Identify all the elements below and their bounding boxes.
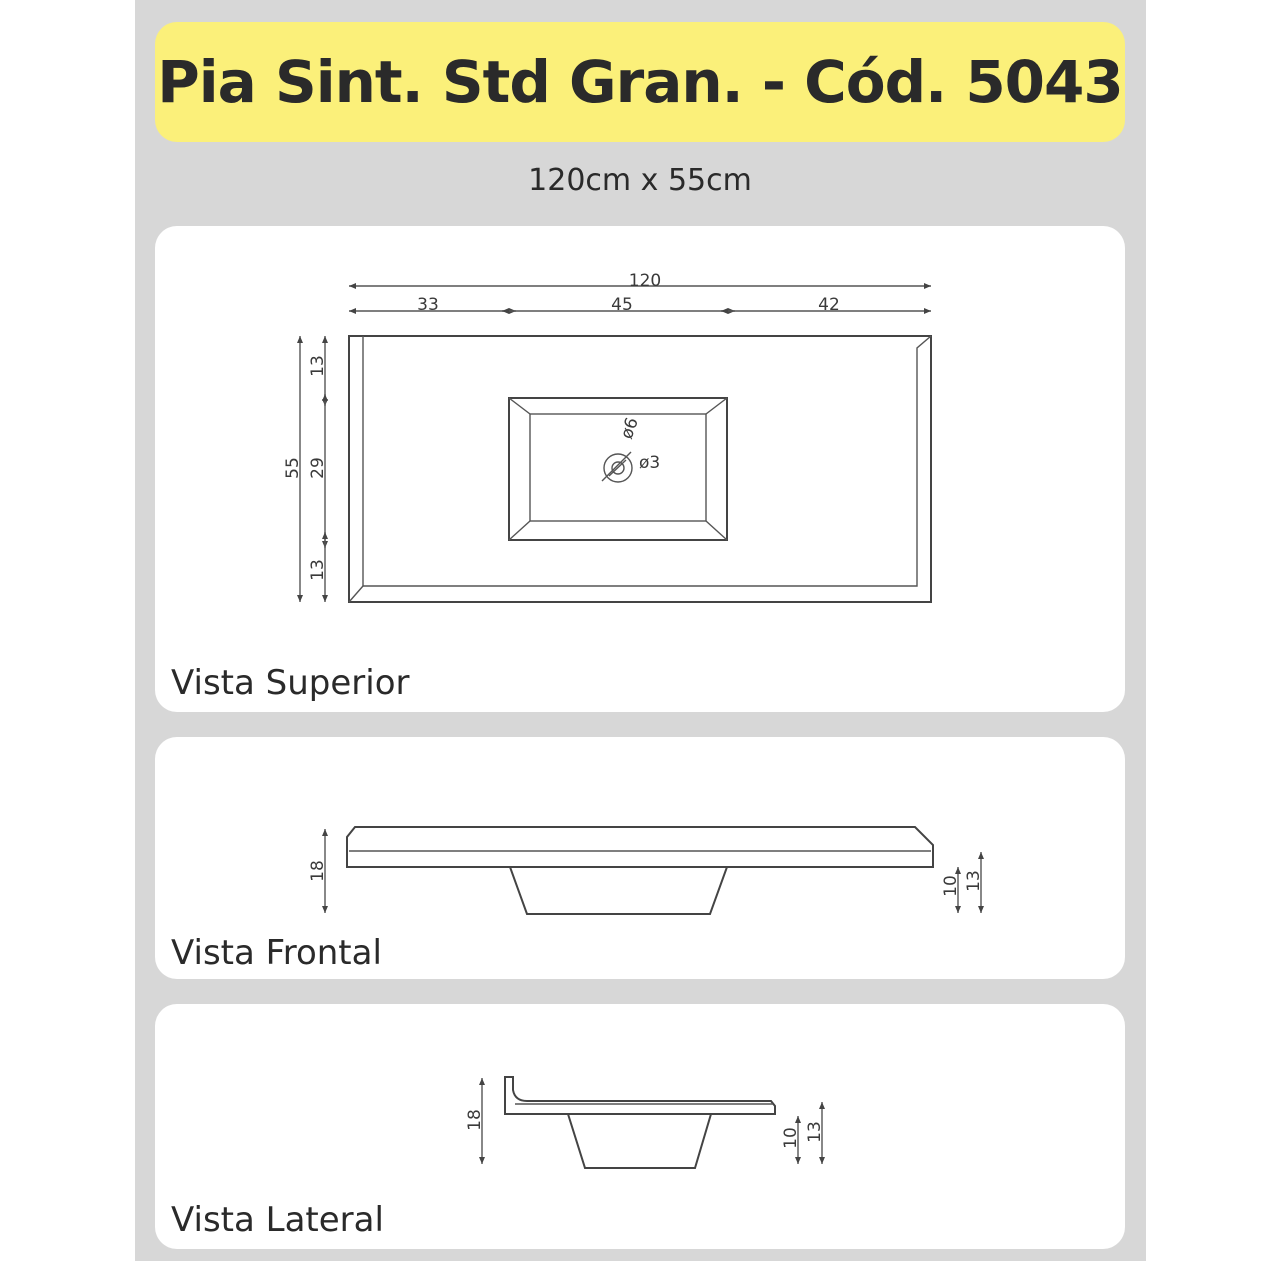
dim-front-margin: 13 xyxy=(308,559,328,581)
basin-top-outline xyxy=(509,398,727,540)
product-title: Pia Sint. Std Gran. - Cód. 5043 xyxy=(157,48,1123,116)
product-dimensions: 120cm x 55cm xyxy=(528,163,752,198)
side-dim-basin-depth: 10 xyxy=(781,1127,801,1149)
front-dim-total-height: 18 xyxy=(308,860,328,882)
dim-basin-depth: 29 xyxy=(308,457,328,479)
top-view-drawing xyxy=(155,226,1125,712)
side-dim-basin-total: 13 xyxy=(805,1121,825,1143)
front-view-panel xyxy=(155,737,1125,979)
front-view-label: Vista Frontal xyxy=(171,933,382,973)
title-banner xyxy=(155,22,1125,142)
top-view-label: Vista Superior xyxy=(171,663,410,703)
dim-total-depth: 55 xyxy=(283,457,303,479)
dim-left-offset: 33 xyxy=(417,295,439,315)
top-view-panel xyxy=(155,226,1125,712)
front-dim-basin-depth: 10 xyxy=(941,875,961,897)
dim-right-offset: 42 xyxy=(818,295,840,315)
side-view-label: Vista Lateral xyxy=(171,1200,384,1240)
dim-back-margin: 13 xyxy=(308,355,328,377)
dim-basin-width: 45 xyxy=(611,295,633,315)
side-dim-total-height: 18 xyxy=(465,1109,485,1131)
side-view-panel xyxy=(155,1004,1125,1249)
dim-hole-outer: ø6 xyxy=(616,414,643,442)
front-dim-basin-total: 13 xyxy=(964,870,984,892)
sink-front-outline xyxy=(347,827,933,914)
dim-hole-inner: ø3 xyxy=(639,453,661,473)
sink-side-outline xyxy=(505,1077,775,1168)
dim-total-width: 120 xyxy=(628,271,662,291)
